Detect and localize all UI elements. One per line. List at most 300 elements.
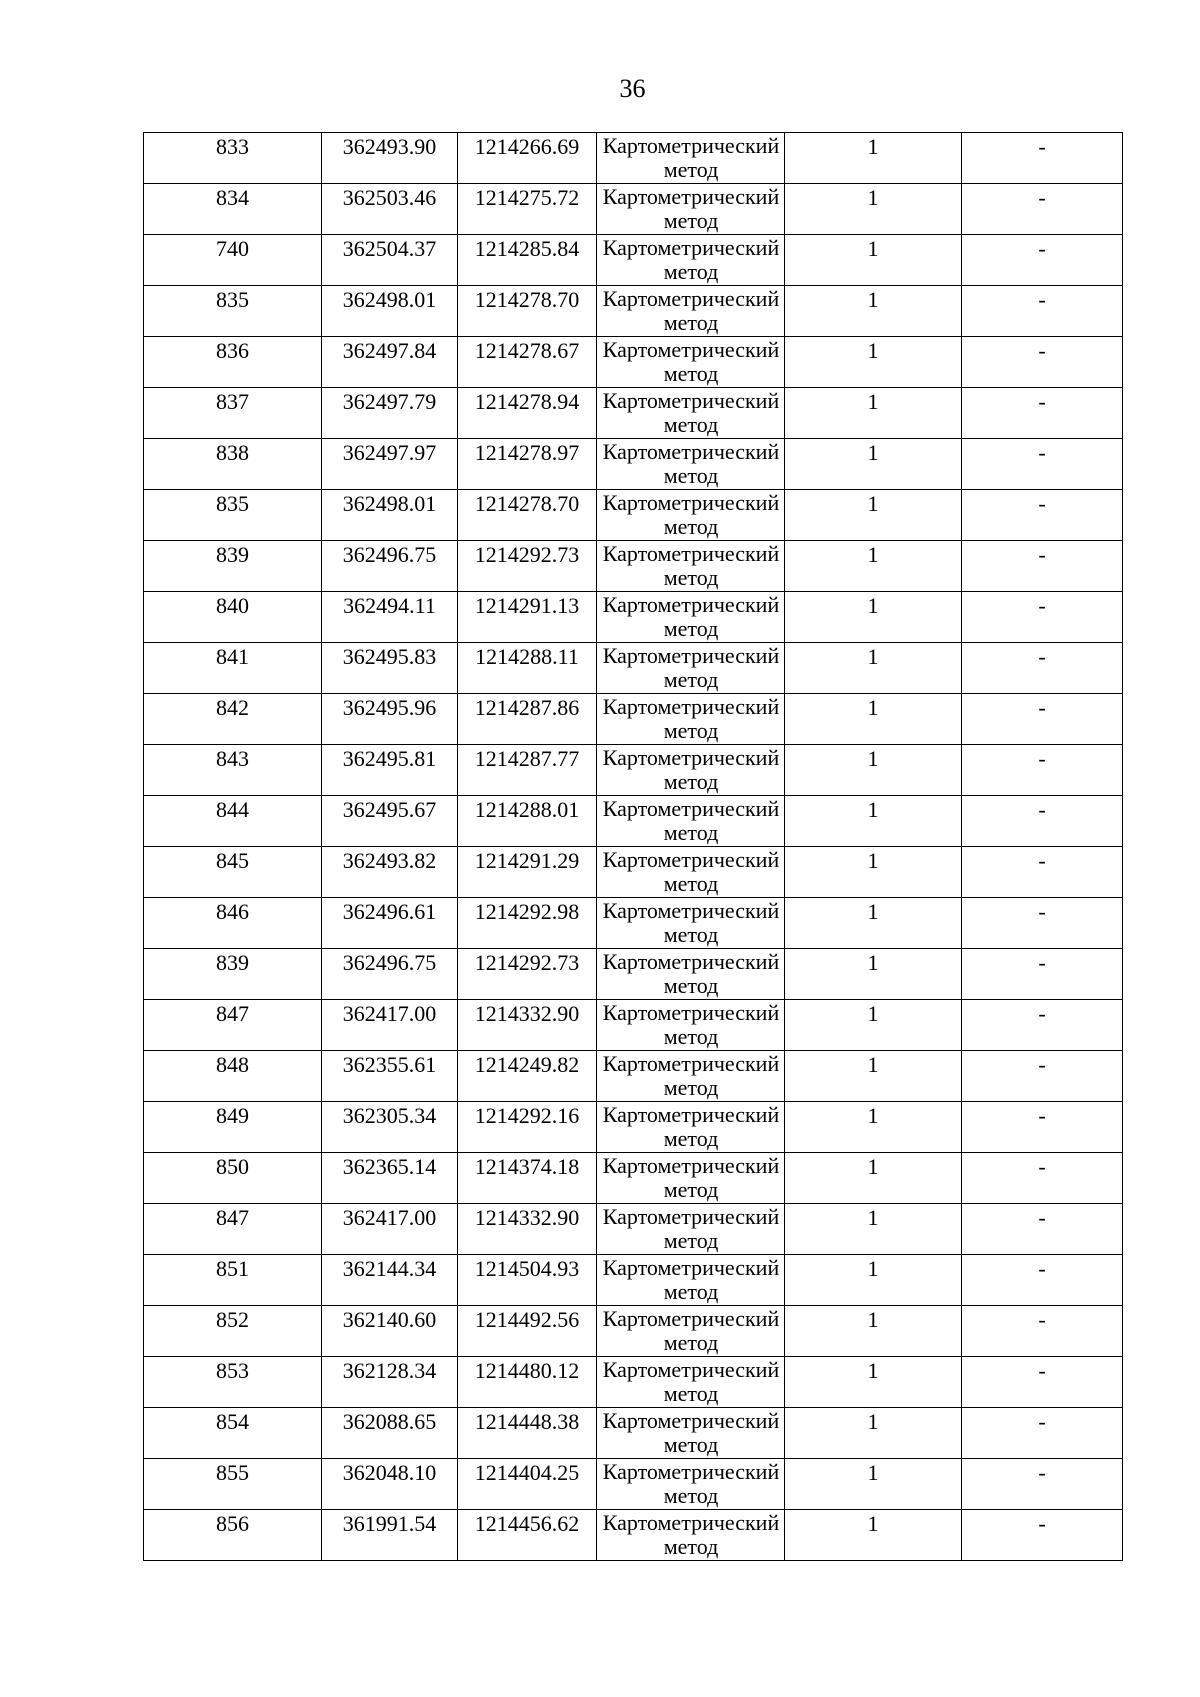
description-cell-value: - bbox=[1038, 1001, 1046, 1026]
point-number-cell bbox=[144, 898, 322, 949]
point-number-cell-value: 846 bbox=[216, 899, 249, 924]
y-coordinate-cell bbox=[458, 1306, 597, 1357]
point-number-cell bbox=[144, 643, 322, 694]
point-number-cell-value: 837 bbox=[216, 389, 249, 414]
y-coordinate-cell bbox=[458, 133, 597, 184]
accuracy-cell bbox=[785, 1102, 962, 1153]
y-coordinate-cell-value: 1214480.12 bbox=[474, 1358, 580, 1383]
table-row bbox=[144, 1051, 1123, 1102]
accuracy-cell-value: 1 bbox=[867, 950, 879, 975]
description-cell bbox=[962, 286, 1123, 337]
accuracy-cell-value: 1 bbox=[867, 389, 879, 414]
description-cell bbox=[962, 1459, 1123, 1510]
y-coordinate-cell bbox=[458, 490, 597, 541]
y-coordinate-cell bbox=[458, 1051, 597, 1102]
point-number-cell bbox=[144, 184, 322, 235]
y-coordinate-cell bbox=[458, 694, 597, 745]
description-cell bbox=[962, 1306, 1123, 1357]
y-coordinate-cell-value: 1214278.67 bbox=[474, 338, 580, 363]
y-coordinate-cell-value: 1214492.56 bbox=[474, 1307, 580, 1332]
accuracy-cell bbox=[785, 184, 962, 235]
x-coordinate-cell bbox=[322, 439, 458, 490]
method-cell bbox=[597, 592, 785, 643]
y-coordinate-cell-value: 1214291.13 bbox=[474, 593, 580, 618]
table-row bbox=[144, 1102, 1123, 1153]
accuracy-cell-value: 1 bbox=[867, 1358, 879, 1383]
table-row bbox=[144, 388, 1123, 439]
description-cell-value: - bbox=[1038, 389, 1046, 414]
x-coordinate-cell bbox=[322, 1510, 458, 1561]
method-cell-value: Картометрический метод bbox=[602, 337, 780, 386]
x-coordinate-cell bbox=[322, 286, 458, 337]
table-row bbox=[144, 286, 1123, 337]
point-number-cell bbox=[144, 1510, 322, 1561]
y-coordinate-cell-value: 1214504.93 bbox=[474, 1256, 580, 1281]
accuracy-cell bbox=[785, 1000, 962, 1051]
y-coordinate-cell bbox=[458, 439, 597, 490]
accuracy-cell bbox=[785, 745, 962, 796]
table-row bbox=[144, 1357, 1123, 1408]
description-cell bbox=[962, 541, 1123, 592]
y-coordinate-cell-value: 1214266.69 bbox=[474, 134, 580, 159]
y-coordinate-cell bbox=[458, 235, 597, 286]
coordinates-table-body bbox=[144, 133, 1123, 1561]
accuracy-cell-value: 1 bbox=[867, 185, 879, 210]
y-coordinate-cell bbox=[458, 1459, 597, 1510]
table-row bbox=[144, 796, 1123, 847]
accuracy-cell-value: 1 bbox=[867, 695, 879, 720]
description-cell bbox=[962, 1357, 1123, 1408]
y-coordinate-cell-value: 1214278.70 bbox=[474, 287, 580, 312]
table-row bbox=[144, 1204, 1123, 1255]
point-number-cell bbox=[144, 490, 322, 541]
y-coordinate-cell bbox=[458, 1102, 597, 1153]
y-coordinate-cell-value: 1214332.90 bbox=[474, 1001, 580, 1026]
accuracy-cell-value: 1 bbox=[867, 1511, 879, 1536]
x-coordinate-cell-value: 362497.79 bbox=[342, 389, 437, 414]
description-cell-value: - bbox=[1038, 848, 1046, 873]
method-cell-value: Картометрический метод bbox=[602, 1408, 780, 1457]
point-number-cell bbox=[144, 286, 322, 337]
point-number-cell-value: 833 bbox=[216, 134, 249, 159]
method-cell-value: Картометрический метод bbox=[602, 1204, 780, 1253]
method-cell bbox=[597, 337, 785, 388]
x-coordinate-cell-value: 362144.34 bbox=[342, 1256, 437, 1281]
description-cell-value: - bbox=[1038, 542, 1046, 567]
x-coordinate-cell-value: 362128.34 bbox=[342, 1358, 437, 1383]
point-number-cell-value: 856 bbox=[216, 1511, 249, 1536]
description-cell-value: - bbox=[1038, 1511, 1046, 1536]
y-coordinate-cell-value: 1214292.98 bbox=[474, 899, 580, 924]
point-number-cell-value: 854 bbox=[216, 1409, 249, 1434]
table-row bbox=[144, 949, 1123, 1000]
point-number-cell bbox=[144, 1459, 322, 1510]
accuracy-cell bbox=[785, 235, 962, 286]
description-cell bbox=[962, 796, 1123, 847]
accuracy-cell bbox=[785, 847, 962, 898]
table-row bbox=[144, 1459, 1123, 1510]
accuracy-cell-value: 1 bbox=[867, 746, 879, 771]
x-coordinate-cell bbox=[322, 949, 458, 1000]
method-cell-value: Картометрический метод bbox=[602, 235, 780, 284]
x-coordinate-cell bbox=[322, 184, 458, 235]
table-row bbox=[144, 1255, 1123, 1306]
description-cell-value: - bbox=[1038, 1307, 1046, 1332]
y-coordinate-cell bbox=[458, 796, 597, 847]
method-cell bbox=[597, 133, 785, 184]
point-number-cell-value: 840 bbox=[216, 593, 249, 618]
description-cell-value: - bbox=[1038, 1256, 1046, 1281]
point-number-cell-value: 834 bbox=[216, 185, 249, 210]
method-cell bbox=[597, 388, 785, 439]
accuracy-cell-value: 1 bbox=[867, 644, 879, 669]
method-cell-value: Картометрический метод bbox=[602, 796, 780, 845]
description-cell bbox=[962, 1510, 1123, 1561]
y-coordinate-cell bbox=[458, 1153, 597, 1204]
point-number-cell bbox=[144, 1000, 322, 1051]
y-coordinate-cell-value: 1214291.29 bbox=[474, 848, 580, 873]
method-cell-value: Картометрический метод bbox=[602, 1000, 780, 1049]
y-coordinate-cell bbox=[458, 541, 597, 592]
point-number-cell-value: 839 bbox=[216, 950, 249, 975]
y-coordinate-cell-value: 1214285.84 bbox=[474, 236, 580, 261]
point-number-cell bbox=[144, 1357, 322, 1408]
point-number-cell-value: 844 bbox=[216, 797, 249, 822]
method-cell bbox=[597, 796, 785, 847]
method-cell-value: Картометрический метод bbox=[602, 286, 780, 335]
point-number-cell-value: 835 bbox=[216, 287, 249, 312]
method-cell-value: Картометрический метод bbox=[602, 1153, 780, 1202]
method-cell bbox=[597, 541, 785, 592]
x-coordinate-cell bbox=[322, 1102, 458, 1153]
method-cell bbox=[597, 1510, 785, 1561]
accuracy-cell bbox=[785, 796, 962, 847]
x-coordinate-cell bbox=[322, 1255, 458, 1306]
table-row bbox=[144, 490, 1123, 541]
y-coordinate-cell bbox=[458, 1357, 597, 1408]
y-coordinate-cell bbox=[458, 847, 597, 898]
y-coordinate-cell-value: 1214288.01 bbox=[474, 797, 580, 822]
y-coordinate-cell bbox=[458, 1510, 597, 1561]
method-cell-value: Картометрический метод bbox=[602, 388, 780, 437]
point-number-cell-value: 839 bbox=[216, 542, 249, 567]
description-cell-value: - bbox=[1038, 185, 1046, 210]
description-cell-value: - bbox=[1038, 440, 1046, 465]
x-coordinate-cell-value: 362495.96 bbox=[342, 695, 437, 720]
x-coordinate-cell-value: 362498.01 bbox=[342, 491, 437, 516]
table-row bbox=[144, 847, 1123, 898]
description-cell bbox=[962, 592, 1123, 643]
description-cell bbox=[962, 1204, 1123, 1255]
x-coordinate-cell-value: 362088.65 bbox=[342, 1409, 437, 1434]
point-number-cell bbox=[144, 1408, 322, 1459]
x-coordinate-cell-value: 362495.83 bbox=[342, 644, 437, 669]
description-cell bbox=[962, 337, 1123, 388]
method-cell-value: Картометрический метод bbox=[602, 439, 780, 488]
y-coordinate-cell-value: 1214292.73 bbox=[474, 542, 580, 567]
description-cell-value: - bbox=[1038, 644, 1046, 669]
y-coordinate-cell bbox=[458, 745, 597, 796]
accuracy-cell-value: 1 bbox=[867, 1154, 879, 1179]
point-number-cell bbox=[144, 1306, 322, 1357]
x-coordinate-cell bbox=[322, 1408, 458, 1459]
x-coordinate-cell-value: 362365.14 bbox=[342, 1154, 437, 1179]
method-cell bbox=[597, 1204, 785, 1255]
method-cell-value: Картометрический метод bbox=[602, 1102, 780, 1151]
method-cell-value: Картометрический метод bbox=[602, 898, 780, 947]
x-coordinate-cell bbox=[322, 796, 458, 847]
table-row bbox=[144, 439, 1123, 490]
y-coordinate-cell-value: 1214448.38 bbox=[474, 1409, 580, 1434]
description-cell bbox=[962, 388, 1123, 439]
point-number-cell-value: 847 bbox=[216, 1001, 249, 1026]
x-coordinate-cell-value: 362495.81 bbox=[342, 746, 437, 771]
description-cell-value: - bbox=[1038, 338, 1046, 363]
point-number-cell bbox=[144, 388, 322, 439]
accuracy-cell bbox=[785, 286, 962, 337]
y-coordinate-cell bbox=[458, 949, 597, 1000]
accuracy-cell-value: 1 bbox=[867, 797, 879, 822]
method-cell bbox=[597, 1255, 785, 1306]
table-row bbox=[144, 133, 1123, 184]
accuracy-cell bbox=[785, 643, 962, 694]
y-coordinate-cell-value: 1214287.77 bbox=[474, 746, 580, 771]
method-cell-value: Картометрический метод bbox=[602, 1459, 780, 1508]
x-coordinate-cell bbox=[322, 1051, 458, 1102]
table-row bbox=[144, 694, 1123, 745]
y-coordinate-cell-value: 1214404.25 bbox=[474, 1460, 580, 1485]
y-coordinate-cell bbox=[458, 286, 597, 337]
x-coordinate-cell-value: 361991.54 bbox=[342, 1511, 437, 1536]
point-number-cell-value: 835 bbox=[216, 491, 249, 516]
accuracy-cell bbox=[785, 337, 962, 388]
description-cell-value: - bbox=[1038, 1154, 1046, 1179]
accuracy-cell bbox=[785, 541, 962, 592]
point-number-cell-value: 851 bbox=[216, 1256, 249, 1281]
method-cell-value: Картометрический метод bbox=[602, 541, 780, 590]
x-coordinate-cell bbox=[322, 490, 458, 541]
point-number-cell-value: 850 bbox=[216, 1154, 249, 1179]
accuracy-cell bbox=[785, 898, 962, 949]
x-coordinate-cell bbox=[322, 388, 458, 439]
accuracy-cell-value: 1 bbox=[867, 1001, 879, 1026]
point-number-cell bbox=[144, 949, 322, 1000]
x-coordinate-cell-value: 362493.82 bbox=[342, 848, 437, 873]
page-number: 36 bbox=[619, 74, 646, 103]
point-number-cell-value: 838 bbox=[216, 440, 249, 465]
point-number-cell bbox=[144, 1102, 322, 1153]
description-cell bbox=[962, 898, 1123, 949]
x-coordinate-cell-value: 362497.84 bbox=[342, 338, 437, 363]
description-cell-value: - bbox=[1038, 236, 1046, 261]
method-cell bbox=[597, 847, 785, 898]
method-cell-value: Картометрический метод bbox=[602, 694, 780, 743]
accuracy-cell bbox=[785, 1408, 962, 1459]
y-coordinate-cell bbox=[458, 1204, 597, 1255]
description-cell-value: - bbox=[1038, 695, 1046, 720]
accuracy-cell bbox=[785, 388, 962, 439]
method-cell bbox=[597, 745, 785, 796]
point-number-cell-value: 843 bbox=[216, 746, 249, 771]
accuracy-cell-value: 1 bbox=[867, 440, 879, 465]
point-number-cell bbox=[144, 1255, 322, 1306]
method-cell bbox=[597, 1459, 785, 1510]
accuracy-cell-value: 1 bbox=[867, 1205, 879, 1230]
accuracy-cell bbox=[785, 490, 962, 541]
y-coordinate-cell-value: 1214278.70 bbox=[474, 491, 580, 516]
accuracy-cell bbox=[785, 949, 962, 1000]
x-coordinate-cell bbox=[322, 1000, 458, 1051]
x-coordinate-cell-value: 362355.61 bbox=[342, 1052, 437, 1077]
accuracy-cell-value: 1 bbox=[867, 1307, 879, 1332]
table-row bbox=[144, 337, 1123, 388]
description-cell bbox=[962, 1153, 1123, 1204]
description-cell bbox=[962, 184, 1123, 235]
accuracy-cell bbox=[785, 1153, 962, 1204]
y-coordinate-cell bbox=[458, 1255, 597, 1306]
x-coordinate-cell bbox=[322, 541, 458, 592]
y-coordinate-cell-value: 1214249.82 bbox=[474, 1052, 580, 1077]
description-cell bbox=[962, 847, 1123, 898]
method-cell bbox=[597, 1000, 785, 1051]
method-cell-value: Картометрический метод bbox=[602, 592, 780, 641]
description-cell-value: - bbox=[1038, 593, 1046, 618]
x-coordinate-cell bbox=[322, 133, 458, 184]
method-cell-value: Картометрический метод bbox=[602, 949, 780, 998]
x-coordinate-cell-value: 362493.90 bbox=[342, 134, 437, 159]
x-coordinate-cell bbox=[322, 847, 458, 898]
y-coordinate-cell-value: 1214278.97 bbox=[474, 440, 580, 465]
y-coordinate-cell bbox=[458, 898, 597, 949]
accuracy-cell-value: 1 bbox=[867, 1460, 879, 1485]
method-cell bbox=[597, 1357, 785, 1408]
description-cell bbox=[962, 745, 1123, 796]
description-cell-value: - bbox=[1038, 1205, 1046, 1230]
method-cell-value: Картометрический метод bbox=[602, 847, 780, 896]
method-cell bbox=[597, 490, 785, 541]
y-coordinate-cell-value: 1214278.94 bbox=[474, 389, 580, 414]
point-number-cell bbox=[144, 592, 322, 643]
method-cell bbox=[597, 949, 785, 1000]
x-coordinate-cell bbox=[322, 1204, 458, 1255]
accuracy-cell-value: 1 bbox=[867, 848, 879, 873]
point-number-cell-value: 740 bbox=[216, 236, 249, 261]
method-cell bbox=[597, 1408, 785, 1459]
description-cell bbox=[962, 949, 1123, 1000]
point-number-cell bbox=[144, 847, 322, 898]
method-cell-value: Картометрический метод bbox=[602, 745, 780, 794]
method-cell bbox=[597, 1051, 785, 1102]
method-cell bbox=[597, 235, 785, 286]
y-coordinate-cell-value: 1214275.72 bbox=[474, 185, 580, 210]
x-coordinate-cell-value: 362498.01 bbox=[342, 287, 437, 312]
accuracy-cell-value: 1 bbox=[867, 287, 879, 312]
accuracy-cell bbox=[785, 439, 962, 490]
accuracy-cell bbox=[785, 1255, 962, 1306]
y-coordinate-cell bbox=[458, 643, 597, 694]
x-coordinate-cell-value: 362048.10 bbox=[342, 1460, 437, 1485]
x-coordinate-cell bbox=[322, 694, 458, 745]
accuracy-cell-value: 1 bbox=[867, 338, 879, 363]
table-row bbox=[144, 1153, 1123, 1204]
description-cell-value: - bbox=[1038, 899, 1046, 924]
description-cell-value: - bbox=[1038, 1103, 1046, 1128]
description-cell bbox=[962, 643, 1123, 694]
y-coordinate-cell-value: 1214456.62 bbox=[474, 1511, 580, 1536]
x-coordinate-cell-value: 362496.75 bbox=[342, 950, 437, 975]
method-cell-value: Картометрический метод bbox=[602, 184, 780, 233]
method-cell bbox=[597, 1102, 785, 1153]
coordinates-table bbox=[143, 132, 1123, 1561]
method-cell-value: Картометрический метод bbox=[602, 1306, 780, 1355]
point-number-cell bbox=[144, 694, 322, 745]
x-coordinate-cell-value: 362305.34 bbox=[342, 1103, 437, 1128]
y-coordinate-cell bbox=[458, 337, 597, 388]
method-cell-value: Картометрический метод bbox=[602, 643, 780, 692]
table-row bbox=[144, 1306, 1123, 1357]
y-coordinate-cell bbox=[458, 184, 597, 235]
x-coordinate-cell bbox=[322, 1459, 458, 1510]
description-cell-value: - bbox=[1038, 1409, 1046, 1434]
method-cell-value: Картометрический метод bbox=[602, 1357, 780, 1406]
point-number-cell-value: 855 bbox=[216, 1460, 249, 1485]
accuracy-cell-value: 1 bbox=[867, 593, 879, 618]
description-cell bbox=[962, 694, 1123, 745]
y-coordinate-cell-value: 1214374.18 bbox=[474, 1154, 580, 1179]
method-cell-value: Картометрический метод bbox=[602, 1510, 780, 1559]
accuracy-cell-value: 1 bbox=[867, 899, 879, 924]
method-cell bbox=[597, 439, 785, 490]
accuracy-cell bbox=[785, 592, 962, 643]
method-cell bbox=[597, 1153, 785, 1204]
description-cell-value: - bbox=[1038, 1460, 1046, 1485]
accuracy-cell bbox=[785, 133, 962, 184]
description-cell-value: - bbox=[1038, 797, 1046, 822]
x-coordinate-cell bbox=[322, 643, 458, 694]
y-coordinate-cell-value: 1214292.73 bbox=[474, 950, 580, 975]
method-cell bbox=[597, 1306, 785, 1357]
description-cell bbox=[962, 133, 1123, 184]
point-number-cell bbox=[144, 133, 322, 184]
description-cell bbox=[962, 1051, 1123, 1102]
description-cell bbox=[962, 235, 1123, 286]
y-coordinate-cell bbox=[458, 1000, 597, 1051]
point-number-cell bbox=[144, 1051, 322, 1102]
accuracy-cell bbox=[785, 1306, 962, 1357]
table-row bbox=[144, 592, 1123, 643]
x-coordinate-cell bbox=[322, 337, 458, 388]
description-cell bbox=[962, 439, 1123, 490]
x-coordinate-cell bbox=[322, 898, 458, 949]
y-coordinate-cell bbox=[458, 1408, 597, 1459]
accuracy-cell-value: 1 bbox=[867, 134, 879, 159]
accuracy-cell bbox=[785, 694, 962, 745]
description-cell bbox=[962, 1000, 1123, 1051]
x-coordinate-cell-value: 362494.11 bbox=[343, 593, 436, 618]
description-cell-value: - bbox=[1038, 746, 1046, 771]
table-row bbox=[144, 1000, 1123, 1051]
x-coordinate-cell-value: 362495.67 bbox=[342, 797, 437, 822]
description-cell-value: - bbox=[1038, 134, 1046, 159]
point-number-cell-value: 836 bbox=[216, 338, 249, 363]
accuracy-cell-value: 1 bbox=[867, 491, 879, 516]
method-cell-value: Картометрический метод bbox=[602, 1255, 780, 1304]
table-row bbox=[144, 643, 1123, 694]
x-coordinate-cell-value: 362417.00 bbox=[342, 1205, 437, 1230]
method-cell-value: Картометрический метод bbox=[602, 1051, 780, 1100]
accuracy-cell-value: 1 bbox=[867, 1409, 879, 1434]
y-coordinate-cell-value: 1214332.90 bbox=[474, 1205, 580, 1230]
